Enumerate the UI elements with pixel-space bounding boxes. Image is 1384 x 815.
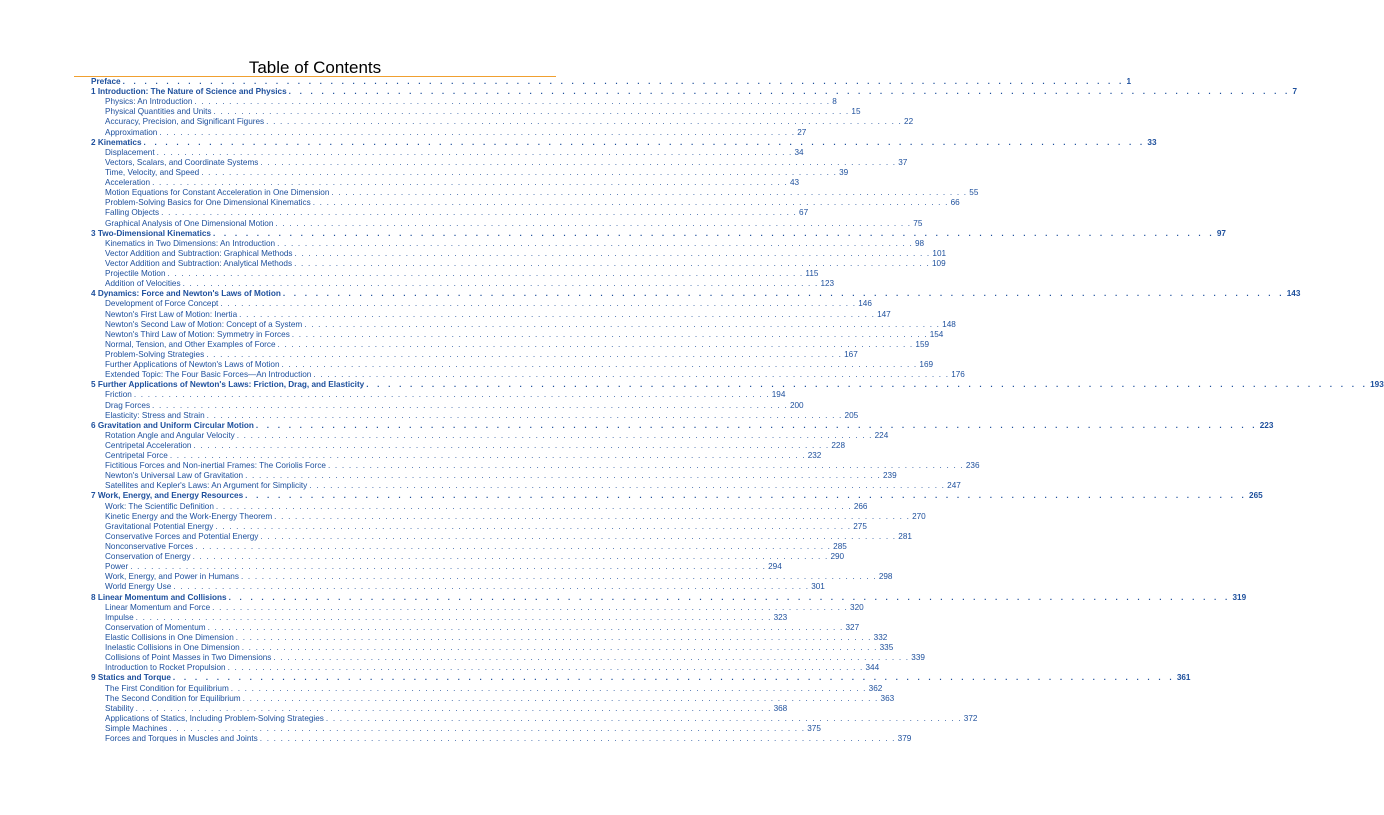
toc-section-link[interactable] <box>91 329 944 340</box>
toc-entry-label: Projectile Motion <box>105 269 166 279</box>
toc-page-number: 266 <box>853 501 868 511</box>
dot-leader: . . . . . . . . . . . . . . . . . . . . . . . . . . . . . . . . . . . . . . . . . . . . . . . . . . . . . . . . . . . . . . . . . . . . . . . . . . . . . . . . . . . . . . . . . . . . <box>152 400 788 410</box>
toc-entry-label: Motion Equations for Constant Acceleration in One Dimension <box>105 188 330 198</box>
toc-page-number: 159 <box>915 339 930 349</box>
toc-section-link[interactable] <box>91 390 786 400</box>
toc-section-link[interactable] <box>91 552 845 562</box>
toc-entry-label: Linear Momentum and Force <box>105 602 211 612</box>
toc-page-number: 27 <box>797 127 807 137</box>
toc-entry-label: Rotation Angle and Angular Velocity <box>105 430 235 440</box>
dot-leader: . . . . . . . . . . . . . . . . . . . . . . . . . . . . . . . . . . . . . . . . . . . . . . . . . . . . . . . . . . . . . . . . . . . . . . . . . . . . . . . . . . . . . . . . . . . . <box>255 420 1258 430</box>
toc-entry-label: Further Applications of Newton's Laws of Motion <box>105 360 280 370</box>
toc-page-number: 363 <box>880 693 895 703</box>
toc-entry-label: 7 Work, Energy, and Energy Resources <box>91 491 244 501</box>
toc-section-link[interactable] <box>91 167 849 178</box>
toc-section-link[interactable] <box>91 612 788 623</box>
toc-page-number: 33 <box>1147 137 1157 147</box>
toc-entry-label: Problem-Solving Strategies <box>105 349 205 359</box>
toc-section-link[interactable] <box>91 501 868 512</box>
toc-entry-label: Forces and Torques in Muscles and Joints <box>105 734 258 744</box>
toc-section-link[interactable] <box>91 309 891 320</box>
dot-leader: . . . . . . . . . . . . . . . . . . . . . . . . . . . . . . . . . . . . . . . . . . . . . . . . . . . . . . . . . . . . . . . . . . . . . . . . . . . . . . . . . . . . . . . . . . . . <box>143 137 1146 147</box>
dot-leader: . . . . . . . . . . . . . . . . . . . . . . . . . . . . . . . . . . . . . . . . . . . . . . . . . . . . . . . . . . . . . . . . . . . . . . . . . . . . . . . . . . . . . . . . . . . . <box>245 471 881 481</box>
toc-entry-label: Newton's First Law of Motion: Inertia <box>105 309 238 319</box>
toc-chapter-link[interactable] <box>91 87 1298 97</box>
dot-leader: . . . . . . . . . . . . . . . . . . . . . . . . . . . . . . . . . . . . . . . . . . . . . . . . . . . . . . . . . . . . . . . . . . . . . . . . . . . . . . . . . . . . . . . . . . . . <box>215 501 852 511</box>
dot-leader: . . . . . . . . . . . . . . . . . . . . . . . . . . . . . . . . . . . . . . . . . . . . . . . . . . . . . . . . . . . . . . . . . . . . . . . . . . . . . . . . . . . . . . . . . . . . <box>277 339 914 349</box>
toc-entry-label: Preface <box>91 77 121 86</box>
dot-leader: . . . . . . . . . . . . . . . . . . . . . . . . . . . . . . . . . . . . . . . . . . . . . . . . . . . . . . . . . . . . . . . . . . . . . . . . . . . . . . . . . . . . . . . . . . . . <box>259 734 896 744</box>
toc-section-link[interactable] <box>91 521 867 532</box>
toc-section-link[interactable] <box>91 127 807 138</box>
toc-entry-label: Centripetal Acceleration <box>105 440 192 450</box>
toc-entry-label: Problem-Solving Basics for One Dimensional Kinematics <box>105 198 311 208</box>
toc-section-link[interactable] <box>91 258 946 269</box>
toc-entry-label: 1 Introduction: The Nature of Science and Physics <box>91 87 287 97</box>
dot-leader: . . . . . . . . . . . . . . . . . . . . . . . . . . . . . . . . . . . . . . . . . . . . . . . . . . . . . . . . . . . . . . . . . . . . . . . . . . . . . . . . . . . . . . . . . . . . <box>182 279 819 289</box>
toc-chapter-link[interactable] <box>91 137 1157 148</box>
toc-entry-label: The Second Condition for Equilibrium <box>105 693 241 703</box>
toc-entry-label: 9 Statics and Torque <box>91 673 171 683</box>
dot-leader: . . . . . . . . . . . . . . . . . . . . . . . . . . . . . . . . . . . . . . . . . . . . . . . . . . . . . . . . . . . . . . . . . . . . . . . . . . . . . . . . . . . . . . . . . . . . <box>274 511 911 521</box>
toc-section-link[interactable] <box>91 713 978 724</box>
toc-section-link[interactable] <box>91 461 980 471</box>
toc-entry-label: Friction <box>105 390 132 400</box>
toc-chapter-link[interactable] <box>91 592 1247 603</box>
toc-section-link[interactable] <box>91 622 860 633</box>
dot-leader: . . . . . . . . . . . . . . . . . . . . . . . . . . . . . . . . . . . . . . . . . . . . . . . . . . . . . . . . . . . . . . . . . . . . . . . . . . . . . . . . . . . . . . . . . . . . <box>273 653 910 663</box>
toc-page-number: 176 <box>951 370 965 380</box>
toc-section-link[interactable] <box>91 178 800 188</box>
toc-entry-label: Graphical Analysis of One Dimensional Motion <box>105 218 274 228</box>
dot-leader: . . . . . . . . . . . . . . . . . . . . . . . . . . . . . . . . . . . . . . . . . . . . . . . . . . . . . . . . . . . . . . . . . . . . . . . . . . . . . . . . . . . . . . . . . . . . <box>161 208 798 218</box>
toc-section-link[interactable] <box>91 238 925 249</box>
toc-page-number: 193 <box>1370 380 1384 390</box>
toc-section-link[interactable] <box>91 602 864 613</box>
toc-entry-label: Applications of Statics, Including Problem-Solving Strategies <box>105 713 324 723</box>
toc-page-number: 265 <box>1249 491 1263 501</box>
toc-page-number: 109 <box>931 258 946 268</box>
toc-page-number: 270 <box>912 511 926 521</box>
dot-leader: . . . . . . . . . . . . . . . . . . . . . . . . . . . . . . . . . . . . . . . . . . . . . . . . . . . . . . . . . . . . . . . . . . . . . . . . . . . . . . . . . . . . . . . . . . . . <box>327 461 964 471</box>
dot-leader: . . . . . . . . . . . . . . . . . . . . . . . . . . . . . . . . . . . . . . . . . . . . . . . . . . . . . . . . . . . . . . . . . . . . . . . . . . . . . . . . . . . . . . . . . . . . <box>156 147 793 157</box>
toc-entry-label: Impulse <box>105 612 134 622</box>
toc-page-number: 75 <box>913 218 923 228</box>
dot-leader: . . . . . . . . . . . . . . . . . . . . . . . . . . . . . . . . . . . . . . . . . . . . . . . . . . . . . . . . . . . . . . . . . . . . . . . . . . . . . . . . . . . . . . . . . . . . <box>236 430 873 440</box>
toc-entry-label: Approximation <box>105 127 158 137</box>
toc-page-number: 169 <box>919 360 934 370</box>
toc-entry-label: Simple Machines <box>105 724 168 733</box>
dot-leader: . . . . . . . . . . . . . . . . . . . . . . . . . . . . . . . . . . . . . . . . . . . . . . . . . . . . . . . . . . . . . . . . . . . . . . . . . . . . . . . . . . . . . . . . . . . . <box>312 198 949 208</box>
toc-page-number: 239 <box>882 471 897 481</box>
toc-section-link[interactable] <box>91 693 895 704</box>
page-title: Table of Contents <box>248 58 382 77</box>
dot-leader: . . . . . . . . . . . . . . . . . . . . . . . . . . . . . . . . . . . . . . . . . . . . . . . . . . . . . . . . . . . . . . . . . . . . . . . . . . . . . . . . . . . . . . . . . . . . <box>220 299 857 309</box>
dot-leader: . . . . . . . . . . . . . . . . . . . . . . . . . . . . . . . . . . . . . . . . . . . . . . . . . . . . . . . . . . . . . . . . . . . . . . . . . . . . . . . . . . . . . . . . . . . . <box>260 157 897 167</box>
toc-page-number: 15 <box>851 107 861 117</box>
toc-entry-label: 6 Gravitation and Uniform Circular Motion <box>91 420 254 430</box>
toc-entry-label: Collisions of Point Masses in Two Dimensions <box>105 653 272 663</box>
toc-chapter-link[interactable] <box>91 228 1226 239</box>
dot-leader: . . . . . . . . . . . . . . . . . . . . . . . . . . . . . . . . . . . . . . . . . . . . . . . . . . . . . . . . . . . . . . . . . . . . . . . . . . . . . . . . . . . . . . . . . . . . <box>240 572 877 582</box>
toc-entry-label: Elastic Collisions in One Dimension <box>105 633 234 643</box>
toc-page-number: 281 <box>898 531 912 541</box>
toc-section-link[interactable] <box>91 663 880 673</box>
toc-page-number: 143 <box>1286 289 1301 299</box>
dot-leader: . . . . . . . . . . . . . . . . . . . . . . . . . . . . . . . . . . . . . . . . . . . . . . . . . . . . . . . . . . . . . . . . . . . . . . . . . . . . . . . . . . . . . . . . . . . . <box>239 309 876 319</box>
dot-leader: . . . . . . . . . . . . . . . . . . . . . . . . . . . . . . . . . . . . . . . . . . . . . . . . . . . . . . . . . . . . . . . . . . . . . . . . . . . . . . . . . . . . . . . . . . . . <box>260 531 897 541</box>
toc-section-link[interactable] <box>91 349 858 360</box>
toc-section-link[interactable] <box>91 97 837 107</box>
toc-section-link[interactable] <box>91 683 883 694</box>
dot-leader: . . . . . . . . . . . . . . . . . . . . . . . . . . . . . . . . . . . . . . . . . . . . . . . . . . . . . . . . . . . . . . . . . . . . . . . . . . . . . . . . . . . . . . . . . . . . <box>331 188 968 198</box>
toc-page-number: 236 <box>965 461 980 471</box>
toc-page-number: 379 <box>897 734 912 744</box>
toc-entry-label: Conservation of Energy <box>105 552 191 562</box>
toc-section-link[interactable] <box>91 653 925 663</box>
dot-leader: . . . . . . . . . . . . . . . . . . . . . . . . . . . . . . . . . . . . . . . . . . . . . . . . . . . . . . . . . . . . . . . . . . . . . . . . . . . . . . . . . . . . . . . . . . . . <box>291 329 928 339</box>
toc-section-link[interactable] <box>91 188 979 198</box>
toc-page-number: 247 <box>947 481 961 491</box>
toc-entry-label: Vector Addition and Subtraction: Graphical Methods <box>105 248 293 258</box>
toc-entry-label: Normal, Tension, and Other Examples of Force <box>105 339 276 349</box>
toc-page-number: 66 <box>950 198 960 208</box>
toc-chapter-link[interactable] <box>91 673 1191 683</box>
toc-section-link[interactable] <box>91 248 947 259</box>
toc-page-number: 7 <box>1292 87 1298 97</box>
toc-page-number: 290 <box>830 552 845 562</box>
toc-section-link[interactable] <box>91 703 788 714</box>
toc-entry-label: Centripetal Force <box>105 451 168 461</box>
toc-entry-label: Vector Addition and Subtraction: Analytical Methods <box>105 258 293 268</box>
toc-section-link[interactable] <box>91 542 847 552</box>
toc-page-number: 375 <box>807 724 821 733</box>
dot-leader: . . . . . . . . . . . . . . . . . . . . . . . . . . . . . . . . . . . . . . . . . . . . . . . . . . . . . . . . . . . . . . . . . . . . . . . . . . . . . . . . . . . . . . . . . . . . <box>294 258 930 268</box>
toc-entry-label: Gravitational Potential Energy <box>105 521 214 531</box>
toc-chapter-link[interactable] <box>91 77 1132 87</box>
toc-chapter-link[interactable] <box>91 380 1384 390</box>
dot-leader: . . . . . . . . . . . . . . . . . . . . . . . . . . . . . . . . . . . . . . . . . . . . . . . . . . . . . . . . . . . . . . . . . . . . . . . . . . . . . . . . . . . . . . . . . . . . <box>242 693 879 703</box>
toc-section-link[interactable] <box>91 107 861 117</box>
toc-page-number: 332 <box>873 633 888 643</box>
toc-entry-label: Power <box>105 562 129 572</box>
toc-page-number: 148 <box>942 319 956 329</box>
toc-entry-label: 3 Two-Dimensional Kinematics <box>91 228 211 238</box>
toc-section-link[interactable] <box>91 531 912 542</box>
toc-entry-label: Kinetic Energy and the Work-Energy Theorem <box>105 511 273 521</box>
dot-leader: . . . . . . . . . . . . . . . . . . . . . . . . . . . . . . . . . . . . . . . . . . . . . . . . . . . . . . . . . . . . . . . . . . . . . . . . . . . . . . . . . . . . . . . . . . . . <box>241 643 878 653</box>
toc-section-link[interactable] <box>91 117 914 127</box>
toc-page-number: 298 <box>878 572 893 582</box>
toc-page-number: 294 <box>768 562 782 572</box>
toc-section-link[interactable] <box>91 633 888 643</box>
dot-leader: . . . . . . . . . . . . . . . . . . . . . . . . . . . . . . . . . . . . . . . . . . . . . . . . . . . . . . . . . . . . . . . . . . . . . . . . . . . . . . . . . . . . . . . . . . . . <box>366 380 1369 390</box>
toc-page-number: 368 <box>773 703 788 713</box>
toc-entry-label: Accuracy, Precision, and Significant Figures <box>105 117 265 127</box>
toc-page-number: 115 <box>805 269 819 279</box>
toc-page-number: 55 <box>969 188 979 198</box>
dot-leader: . . . . . . . . . . . . . . . . . . . . . . . . . . . . . . . . . . . . . . . . . . . . . . . . . . . . . . . . . . . . . . . . . . . . . . . . . . . . . . . . . . . . . . . . . . . . <box>207 622 844 632</box>
toc-page-number: 323 <box>773 612 788 622</box>
toc-page-number: 67 <box>799 208 809 218</box>
toc-entry-label: Newton's Third Law of Motion: Symmetry in Forces <box>105 329 290 339</box>
toc-entry-label: Physics: An Introduction <box>105 97 193 107</box>
toc-page-number: 275 <box>853 521 867 531</box>
toc-page-number: 123 <box>820 279 835 289</box>
toc-section-link[interactable] <box>91 471 897 481</box>
toc-section-link[interactable] <box>91 643 894 653</box>
dot-leader: . . . . . . . . . . . . . . . . . . . . . . . . . . . . . . . . . . . . . . . . . . . . . . . . . . . . . . . . . . . . . . . . . . . . . . . . . . . . . . . . . . . . . . . . . . . . <box>304 319 941 329</box>
dot-leader: . . . . . . . . . . . . . . . . . . . . . . . . . . . . . . . . . . . . . . . . . . . . . . . . . . . . . . . . . . . . . . . . . . . . . . . . . . . . . . . . . . . . . . . . . . . . <box>282 289 1285 299</box>
toc-entry-label: Acceleration <box>105 178 151 188</box>
toc-page-number: 200 <box>789 400 804 410</box>
toc-entry-label: Extended Topic: The Four Basic Forces—An Introduction <box>105 370 312 380</box>
dot-leader: . . . . . . . . . . . . . . . . . . . . . . . . . . . . . . . . . . . . . . . . . . . . . . . . . . . . . . . . . . . . . . . . . . . . . . . . . . . . . . . . . . . . . . . . . . . . <box>215 521 852 531</box>
dot-leader: . . . . . . . . . . . . . . . . . . . . . . . . . . . . . . . . . . . . . . . . . . . . . . . . . . . . . . . . . . . . . . . . . . . . . . . . . . . . . . . . . . . . . . . . . . . . <box>313 370 950 380</box>
toc-section-link[interactable] <box>91 451 822 461</box>
dot-leader: . . . . . . . . . . . . . . . . . . . . . . . . . . . . . . . . . . . . . . . . . . . . . . . . . . . . . . . . . . . . . . . . . . . . . . . . . . . . . . . . . . . . . . . . . . . . <box>281 360 918 370</box>
toc-entry-label: Vectors, Scalars, and Coordinate Systems <box>105 157 259 167</box>
toc-page-number: 228 <box>831 440 846 450</box>
dot-leader: . . . . . . . . . . . . . . . . . . . . . . . . . . . . . . . . . . . . . . . . . . . . . . . . . . . . . . . . . . . . . . . . . . . . . . . . . . . . . . . . . . . . . . . . . . . . <box>288 87 1291 97</box>
toc-page-number: 339 <box>911 653 925 663</box>
toc-entry-label: Work: The Scientific Definition <box>105 501 214 511</box>
toc-page-number: 327 <box>845 622 860 632</box>
toc-section-link[interactable] <box>91 582 825 592</box>
dot-leader: . . . . . . . . . . . . . . . . . . . . . . . . . . . . . . . . . . . . . . . . . . . . . . . . . . . . . . . . . . . . . . . . . . . . . . . . . . . . . . . . . . . . . . . . . . . . <box>235 633 872 643</box>
toc-section-link[interactable] <box>91 430 889 441</box>
toc-entry-label: Inelastic Collisions in One Dimension <box>105 643 240 653</box>
dot-leader: . . . . . . . . . . . . . . . . . . . . . . . . . . . . . . . . . . . . . . . . . . . . . . . . . . . . . . . . . . . . . . . . . . . . . . . . . . . . . . . . . . . . . . . . . . . . <box>266 117 903 127</box>
dot-leader: . . . . . . . . . . . . . . . . . . . . . . . . . . . . . . . . . . . . . . . . . . . . . . . . . . . . . . . . . . . . . . . . . . . . . . . . . . . . . . . . . . . . . . . . . . . . <box>309 481 946 491</box>
toc-page-number: 1 <box>1126 77 1132 86</box>
toc-page-number: 97 <box>1216 228 1226 238</box>
dot-leader: . . . . . . . . . . . . . . . . . . . . . . . . . . . . . . . . . . . . . . . . . . . . . . . . . . . . . . . . . . . . . . . . . . . . . . . . . . . . . . . . . . . . . . . . . . . . <box>159 127 796 137</box>
toc-entry-label: Elasticity: Stress and Strain <box>105 410 205 420</box>
toc-page-number: 146 <box>858 299 872 309</box>
toc-entry-label: Work, Energy, and Power in Humans <box>105 572 239 582</box>
dot-leader: . . . . . . . . . . . . . . . . . . . . . . . . . . . . . . . . . . . . . . . . . . . . . . . . . . . . . . . . . . . . . . . . . . . . . . . . . . . . . . . . . . . . . . . . . . . . <box>152 178 788 188</box>
toc-page-number: 154 <box>929 329 944 339</box>
toc-page-number: 8 <box>832 97 837 107</box>
toc-entry-label: 4 Dynamics: Force and Newton's Laws of Motion <box>91 289 281 299</box>
toc-page-number: 147 <box>877 309 891 319</box>
dot-leader: . . . . . . . . . . . . . . . . . . . . . . . . . . . . . . . . . . . . . . . . . . . . . . . . . . . . . . . . . . . . . . . . . . . . . . . . . . . . . . . . . . . . . . . . . . . . <box>325 713 962 723</box>
dot-leader: . . . . . . . . . . . . . . . . . . . . . . . . . . . . . . . . . . . . . . . . . . . . . . . . . . . . . . . . . . . . . . . . . . . . . . . . . . . . . . . . . . . . . . . . . . . . <box>194 97 831 107</box>
dot-leader: . . . . . . . . . . . . . . . . . . . . . . . . . . . . . . . . . . . . . . . . . . . . . . . . . . . . . . . . . . . . . . . . . . . . . . . . . . . . . . . . . . . . . . . . . . . . <box>294 248 931 258</box>
toc-entry-label: World Energy Use <box>105 582 172 592</box>
toc-section-link[interactable] <box>91 511 926 522</box>
toc-page-number: 22 <box>904 117 914 127</box>
toc-section-link[interactable] <box>91 157 908 168</box>
toc-section-link[interactable] <box>91 218 923 229</box>
toc-entry-label: Time, Velocity, and Speed <box>105 167 200 177</box>
dot-leader: . . . . . . . . . . . . . . . . . . . . . . . . . . . . . . . . . . . . . . . . . . . . . . . . . . . . . . . . . . . . . . . . . . . . . . . . . . . . . . . . . . . . . . . . . . . . <box>167 269 804 279</box>
dot-leader: . . . . . . . . . . . . . . . . . . . . . . . . . . . . . . . . . . . . . . . . . . . . . . . . . . . . . . . . . . . . . . . . . . . . . . . . . . . . . . . . . . . . . . . . . . . . <box>212 228 1215 238</box>
dot-leader: . . . . . . . . . . . . . . . . . . . . . . . . . . . . . . . . . . . . . . . . . . . . . . . . . . . . . . . . . . . . . . . . . . . . . . . . . . . . . . . . . . . . . . . . . . . . <box>169 724 806 733</box>
dot-leader: . . . . . . . . . . . . . . . . . . . . . . . . . . . . . . . . . . . . . . . . . . . . . . . . . . . . . . . . . . . . . . . . . . . . . . . . . . . . . . . . . . . . . . . . . . . . <box>172 673 1175 683</box>
toc-section-link[interactable] <box>91 481 961 491</box>
dot-leader: . . . . . . . . . . . . . . . . . . . . . . . . . . . . . . . . . . . . . . . . . . . . . . . . . . . . . . . . . . . . . . . . . . . . . . . . . . . . . . . . . . . . . . . . . . . . <box>122 77 1125 86</box>
toc-list <box>91 77 1384 744</box>
dot-leader: . . . . . . . . . . . . . . . . . . . . . . . . . . . . . . . . . . . . . . . . . . . . . . . . . . . . . . . . . . . . . . . . . . . . . . . . . . . . . . . . . . . . . . . . . . . . <box>245 491 1248 501</box>
dot-leader: . . . . . . . . . . . . . . . . . . . . . . . . . . . . . . . . . . . . . . . . . . . . . . . . . . . . . . . . . . . . . . . . . . . . . . . . . . . . . . . . . . . . . . . . . . . . <box>201 167 838 177</box>
toc-entry-label: Stability <box>105 703 134 713</box>
toc-page-number: 285 <box>833 542 847 552</box>
dot-leader: . . . . . . . . . . . . . . . . . . . . . . . . . . . . . . . . . . . . . . . . . . . . . . . . . . . . . . . . . . . . . . . . . . . . . . . . . . . . . . . . . . . . . . . . . . . . <box>230 683 867 693</box>
dot-leader: . . . . . . . . . . . . . . . . . . . . . . . . . . . . . . . . . . . . . . . . . . . . . . . . . . . . . . . . . . . . . . . . . . . . . . . . . . . . . . . . . . . . . . . . . . . . <box>213 107 850 117</box>
toc-chapter-link[interactable] <box>91 420 1274 431</box>
toc-entry-label: Newton's Second Law of Motion: Concept of a System <box>105 319 303 329</box>
dot-leader: . . . . . . . . . . . . . . . . . . . . . . . . . . . . . . . . . . . . . . . . . . . . . . . . . . . . . . . . . . . . . . . . . . . . . . . . . . . . . . . . . . . . . . . . . . . . <box>133 390 770 400</box>
toc-entry-label: 8 Linear Momentum and Collisions <box>91 592 227 602</box>
dot-leader: . . . . . . . . . . . . . . . . . . . . . . . . . . . . . . . . . . . . . . . . . . . . . . . . . . . . . . . . . . . . . . . . . . . . . . . . . . . . . . . . . . . . . . . . . . . . <box>169 451 806 461</box>
toc-section-link[interactable] <box>91 279 835 289</box>
toc-entry-label: Displacement <box>105 147 155 157</box>
toc-page-number: 101 <box>932 248 947 258</box>
toc-entry-label: Conservative Forces and Potential Energy <box>105 531 259 541</box>
toc-section-link[interactable] <box>91 440 846 451</box>
toc-entry-label: 2 Kinematics <box>91 137 142 147</box>
toc-page-number: 37 <box>898 157 908 167</box>
toc-section-link[interactable] <box>91 299 872 309</box>
toc-section-link[interactable] <box>91 360 934 370</box>
toc-section-link[interactable] <box>91 410 859 421</box>
dot-leader: . . . . . . . . . . . . . . . . . . . . . . . . . . . . . . . . . . . . . . . . . . . . . . . . . . . . . . . . . . . . . . . . . . . . . . . . . . . . . . . . . . . . . . . . . . . . <box>228 592 1231 602</box>
dot-leader: . . . . . . . . . . . . . . . . . . . . . . . . . . . . . . . . . . . . . . . . . . . . . . . . . . . . . . . . . . . . . . . . . . . . . . . . . . . . . . . . . . . . . . . . . . . . <box>135 612 772 622</box>
toc-page-number: 224 <box>874 430 889 440</box>
toc-section-link[interactable] <box>91 198 960 208</box>
dot-leader: . . . . . . . . . . . . . . . . . . . . . . . . . . . . . . . . . . . . . . . . . . . . . . . . . . . . . . . . . . . . . . . . . . . . . . . . . . . . . . . . . . . . . . . . . . . . <box>193 440 830 450</box>
dot-leader: . . . . . . . . . . . . . . . . . . . . . . . . . . . . . . . . . . . . . . . . . . . . . . . . . . . . . . . . . . . . . . . . . . . . . . . . . . . . . . . . . . . . . . . . . . . . <box>130 562 767 572</box>
dot-leader: . . . . . . . . . . . . . . . . . . . . . . . . . . . . . . . . . . . . . . . . . . . . . . . . . . . . . . . . . . . . . . . . . . . . . . . . . . . . . . . . . . . . . . . . . . . . <box>206 349 843 359</box>
toc-page-number: 335 <box>879 643 894 653</box>
toc-entry-label: Addition of Velocities <box>105 279 181 289</box>
dot-leader: . . . . . . . . . . . . . . . . . . . . . . . . . . . . . . . . . . . . . . . . . . . . . . . . . . . . . . . . . . . . . . . . . . . . . . . . . . . . . . . . . . . . . . . . . . . . <box>275 218 912 228</box>
toc-page-number: 372 <box>963 713 978 723</box>
toc-entry-label: The First Condition for Equilibrium <box>105 683 229 693</box>
toc-entry-label: 5 Further Applications of Newton's Laws: Friction, Drag, and Elasticity <box>91 380 365 390</box>
toc-section-link[interactable] <box>91 147 804 158</box>
toc-page-number: 301 <box>811 582 825 592</box>
toc-page-number: 39 <box>839 167 849 177</box>
toc-page-number: 320 <box>850 602 864 612</box>
toc-section-link[interactable] <box>91 400 804 411</box>
dot-leader: . . . . . . . . . . . . . . . . . . . . . . . . . . . . . . . . . . . . . . . . . . . . . . . . . . . . . . . . . . . . . . . . . . . . . . . . . . . . . . . . . . . . . . . . . . . . <box>195 542 832 552</box>
dot-leader: . . . . . . . . . . . . . . . . . . . . . . . . . . . . . . . . . . . . . . . . . . . . . . . . . . . . . . . . . . . . . . . . . . . . . . . . . . . . . . . . . . . . . . . . . . . . <box>212 602 849 612</box>
toc-entry-label: Falling Objects <box>105 208 160 218</box>
toc-page-number: 362 <box>868 683 883 693</box>
toc-section-link[interactable] <box>91 562 782 572</box>
toc-section-link[interactable] <box>91 734 912 744</box>
toc-page-number: 232 <box>807 451 822 461</box>
toc-page-number: 361 <box>1176 673 1191 683</box>
toc-section-link[interactable] <box>91 319 956 330</box>
toc-page-number: 344 <box>865 663 880 673</box>
toc-section-link[interactable] <box>91 339 930 350</box>
toc-entry-label: Newton's Universal Law of Gravitation <box>105 471 244 481</box>
toc-chapter-link[interactable] <box>91 491 1263 501</box>
dot-leader: . . . . . . . . . . . . . . . . . . . . . . . . . . . . . . . . . . . . . . . . . . . . . . . . . . . . . . . . . . . . . . . . . . . . . . . . . . . . . . . . . . . . . . . . . . . . <box>192 552 829 562</box>
toc-entry-label: Nonconservative Forces <box>105 542 194 552</box>
toc-entry-label: Development of Force Concept <box>105 299 219 309</box>
toc-entry-label: Kinematics in Two Dimensions: An Introduction <box>105 238 276 248</box>
dot-leader: . . . . . . . . . . . . . . . . . . . . . . . . . . . . . . . . . . . . . . . . . . . . . . . . . . . . . . . . . . . . . . . . . . . . . . . . . . . . . . . . . . . . . . . . . . . . <box>135 703 772 713</box>
toc-chapter-link[interactable] <box>91 289 1301 299</box>
toc-entry-label: Physical Quantities and Units <box>105 107 212 117</box>
toc-page-number: 194 <box>771 390 786 400</box>
toc-page-number: 167 <box>844 349 858 359</box>
toc-page-number: 223 <box>1259 420 1274 430</box>
toc-section-link[interactable] <box>91 208 809 218</box>
toc-section-link[interactable] <box>91 724 821 734</box>
toc-section-link[interactable] <box>91 572 893 582</box>
toc-entry-label: Conservation of Momentum <box>105 622 206 632</box>
toc-page-number: 98 <box>914 238 925 248</box>
toc-entry-label: Introduction to Rocket Propulsion <box>105 663 226 673</box>
dot-leader: . . . . . . . . . . . . . . . . . . . . . . . . . . . . . . . . . . . . . . . . . . . . . . . . . . . . . . . . . . . . . . . . . . . . . . . . . . . . . . . . . . . . . . . . . . . . <box>206 410 843 420</box>
dot-leader: . . . . . . . . . . . . . . . . . . . . . . . . . . . . . . . . . . . . . . . . . . . . . . . . . . . . . . . . . . . . . . . . . . . . . . . . . . . . . . . . . . . . . . . . . . . . <box>277 238 913 248</box>
toc-page-number: 34 <box>794 147 804 157</box>
dot-leader: . . . . . . . . . . . . . . . . . . . . . . . . . . . . . . . . . . . . . . . . . . . . . . . . . . . . . . . . . . . . . . . . . . . . . . . . . . . . . . . . . . . . . . . . . . . . <box>227 663 864 673</box>
dot-leader: . . . . . . . . . . . . . . . . . . . . . . . . . . . . . . . . . . . . . . . . . . . . . . . . . . . . . . . . . . . . . . . . . . . . . . . . . . . . . . . . . . . . . . . . . . . . <box>173 582 810 592</box>
toc-page-number: 205 <box>844 410 859 420</box>
toc-section-link[interactable] <box>91 370 965 380</box>
toc-entry-label: Drag Forces <box>105 400 151 410</box>
toc-section-link[interactable] <box>91 269 819 279</box>
toc-page-number: 319 <box>1232 592 1247 602</box>
toc-page-number: 43 <box>789 178 800 188</box>
toc-entry-label: Satellites and Kepler's Laws: An Argument for Simplicity <box>105 481 308 491</box>
toc-entry-label: Fictitious Forces and Non-inertial Frames: The Coriolis Force <box>105 461 326 471</box>
